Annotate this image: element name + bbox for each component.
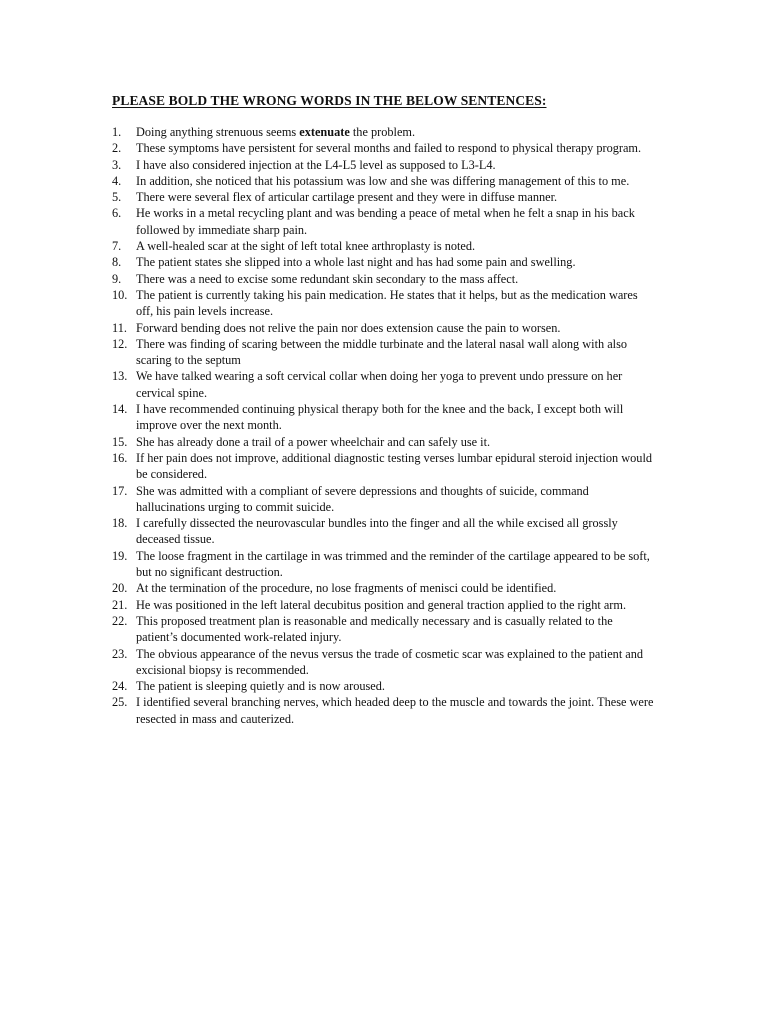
item-text: I carefully dissected the neurovascular bundles into the finger and all the while excised all grossly deceased tissue.: [136, 516, 618, 547]
item-number: 17.: [112, 483, 128, 498]
item-text: The patient is currently taking his pain medication. He states that it helps, but as the medication wares off, his pain levels increase.: [136, 287, 638, 319]
list-item: [112, 548, 657, 581]
item-number: 4.: [112, 173, 122, 188]
list-item: [112, 287, 657, 320]
item-number: 14.: [112, 402, 128, 417]
item-number: 3.: [112, 157, 122, 172]
item-text: There were several flex of articular cartilage present and they were in diffuse manner.: [136, 190, 558, 205]
list-item: [112, 450, 657, 483]
item-number: 24.: [112, 679, 128, 694]
list-item: [112, 694, 657, 727]
item-text: She was admitted with a compliant of severe depressions and thoughts of suicide, command hallucinations urging to commit suicide.: [136, 483, 589, 514]
item-text: I have recommended continuing physical therapy both for the knee and the back, I except both will improve over the next month.: [136, 402, 624, 433]
list-item: [112, 124, 657, 140]
list-item: [112, 597, 657, 613]
item-text: He works in a metal recycling plant and was bending a peace of metal when he felt a snap in his back followed by immediate sharp pain.: [136, 206, 635, 237]
item-number: 6.: [112, 206, 122, 221]
item-text: This proposed treatment plan is reasonable and medically necessary and is casually related to the patient’s documented work-related injury.: [136, 613, 613, 645]
item-number: 16.: [112, 450, 128, 465]
item-text: There was finding of scaring between the middle turbinate and the lateral nasal wall along with also scaring to the septum: [136, 336, 628, 368]
item-text-before: Doing anything strenuous seems: [136, 125, 300, 139]
list-item: [112, 483, 657, 516]
item-number: 9.: [112, 271, 122, 286]
list-item: [112, 515, 657, 548]
sentence-list: [112, 124, 657, 727]
item-number: 2.: [112, 141, 122, 156]
item-text: The patient is sleeping quietly and is now aroused.: [136, 679, 385, 694]
item-number: 1.: [112, 125, 122, 139]
list-item: [112, 271, 657, 287]
item-number: 18.: [112, 516, 128, 531]
item-number: 8.: [112, 255, 122, 270]
item-text: There was a need to excise some redundant skin secondary to the mass affect.: [136, 271, 519, 286]
item-text: [136, 124, 657, 140]
item-number: 10.: [112, 287, 128, 302]
list-item: [112, 434, 657, 450]
item-number: 15.: [112, 434, 128, 449]
item-number: 12.: [112, 336, 128, 351]
list-item: [112, 140, 657, 156]
list-item: [112, 401, 657, 434]
item-text: I identified several branching nerves, which headed deep to the muscle and towards the joint. These were resected in mass and cauterized.: [136, 695, 654, 726]
item-text: He was positioned in the left lateral decubitus position and general traction applied to the right arm.: [136, 597, 627, 612]
item-text: The obvious appearance of the nevus versus the trade of cosmetic scar was explained to the patient and excisional biopsy is recommended.: [136, 646, 644, 677]
list-item: [112, 646, 657, 679]
list-item: [112, 157, 657, 173]
list-item: [112, 678, 657, 694]
bold-word: extenuate: [299, 125, 350, 139]
item-text: If her pain does not improve, additional diagnostic testing verses lumbar epidural steroid injection would be considered.: [136, 450, 653, 482]
list-item: [112, 613, 657, 646]
item-number: 13.: [112, 369, 128, 384]
item-text: In addition, she noticed that his potassium was low and she was differing management of this to me.: [136, 173, 630, 188]
item-text: I have also considered injection at the L4-L5 level as supposed to L3-L4.: [136, 157, 496, 172]
item-text-after: the problem.: [349, 125, 416, 139]
page-heading: PLEASE BOLD THE WRONG WORDS IN THE BELOW SENTENCES:: [112, 93, 547, 108]
item-text: The loose fragment in the cartilage in was trimmed and the reminder of the cartilage appeared to be soft, but no significant destruction.: [136, 548, 650, 580]
list-item: [112, 336, 657, 369]
item-number: 23.: [112, 646, 128, 661]
item-number: 19.: [112, 548, 128, 563]
item-number: 11.: [112, 320, 127, 335]
item-text: Forward bending does not relive the pain nor does extension cause the pain to worsen.: [136, 320, 561, 335]
list-item: [112, 254, 657, 270]
item-text: The patient states she slipped into a whole last night and has had some pain and swelling.: [136, 255, 576, 270]
item-text: A well-healed scar at the sight of left total knee arthroplasty is noted.: [136, 239, 476, 254]
list-item: [112, 238, 657, 254]
item-number: 7.: [112, 239, 122, 254]
list-item: [112, 205, 657, 238]
item-text: She has already done a trail of a power wheelchair and can safely use it.: [136, 434, 491, 449]
list-item: [112, 173, 657, 189]
item-number: 22.: [112, 613, 128, 628]
list-item: [112, 189, 657, 205]
item-text: We have talked wearing a soft cervical collar when doing her yoga to prevent undo pressure on her cervical spine.: [136, 369, 623, 400]
item-text: At the termination of the procedure, no lose fragments of menisci could be identified.: [136, 581, 557, 596]
item-text: These symptoms have persistent for several months and failed to respond to physical therapy program.: [136, 141, 642, 156]
item-number: 20.: [112, 581, 128, 596]
list-item: [112, 368, 657, 401]
item-number: 21.: [112, 597, 128, 612]
item-number: 5.: [112, 190, 122, 205]
list-item: [112, 320, 657, 336]
list-item: [112, 580, 657, 596]
item-number: 25.: [112, 695, 128, 710]
